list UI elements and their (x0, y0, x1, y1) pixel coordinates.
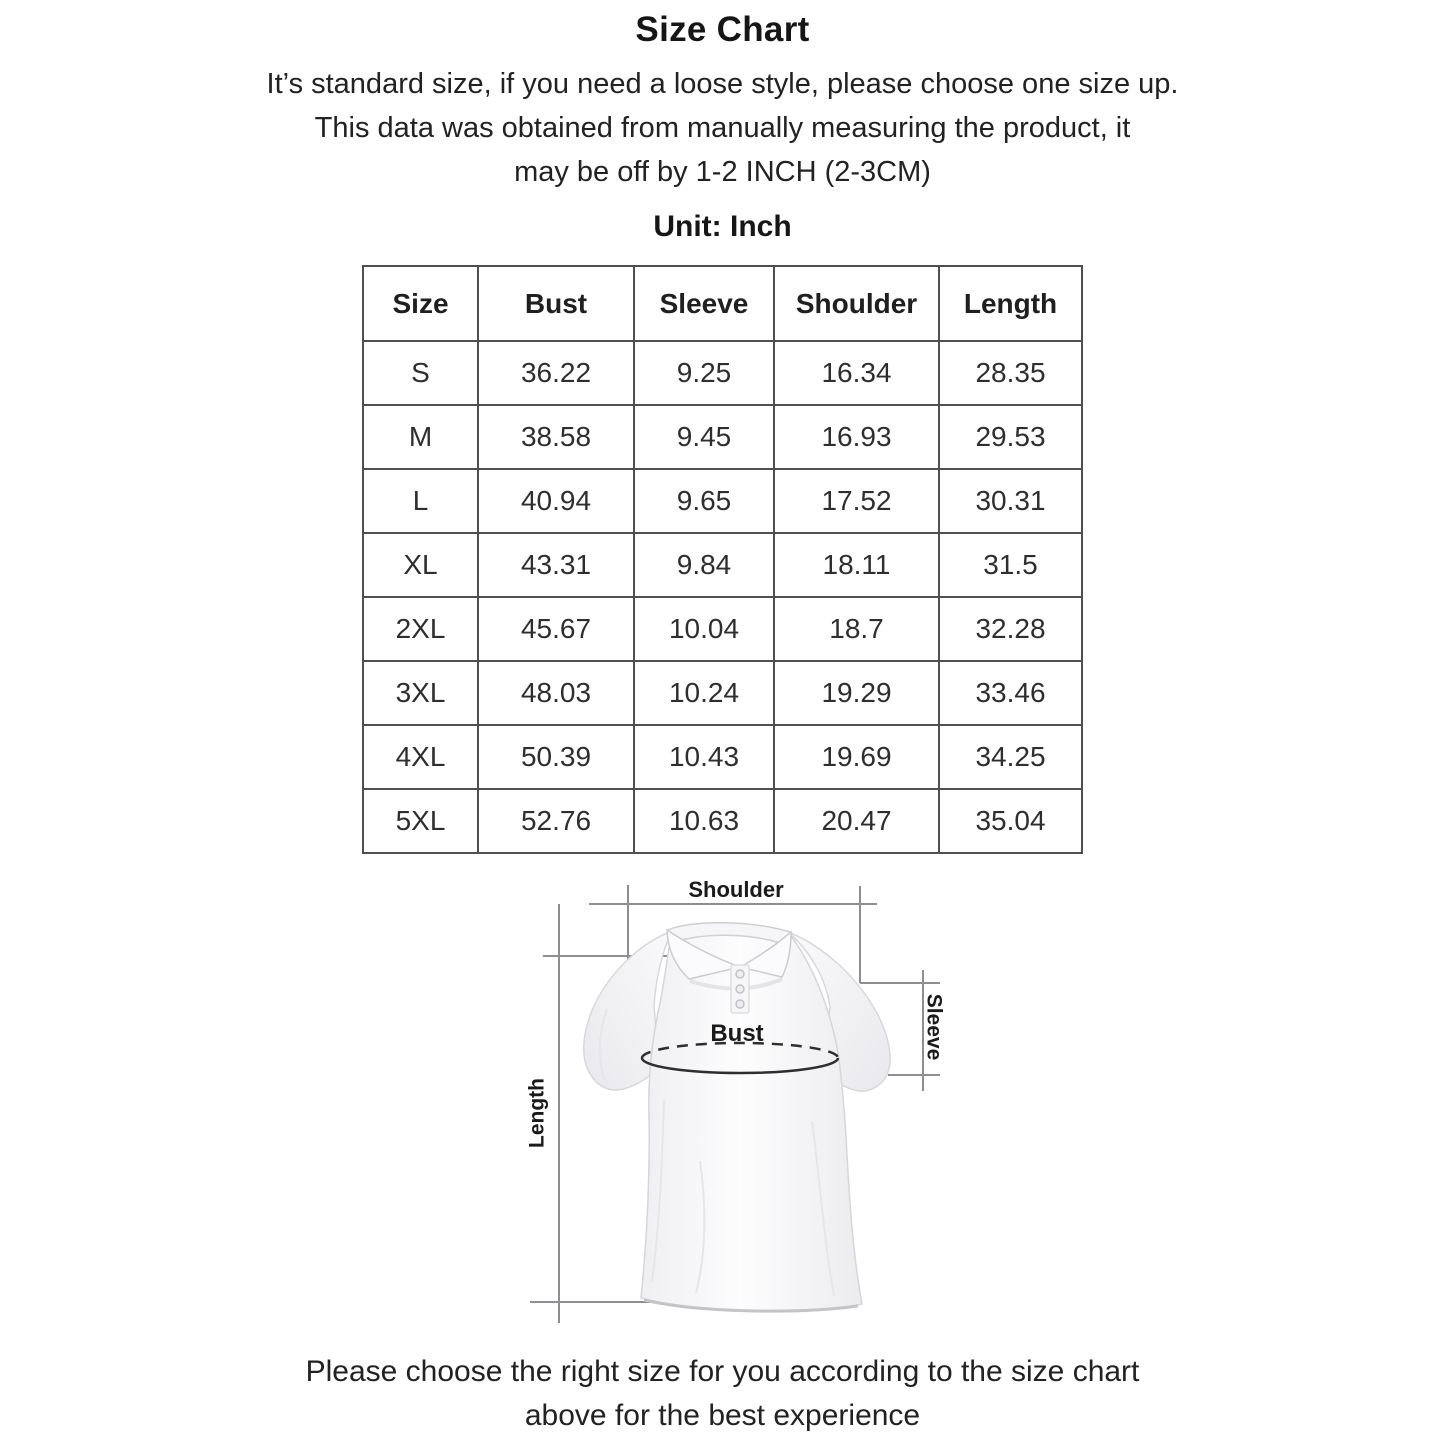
size-table-header-row (363, 266, 1082, 341)
table-row-xl (363, 533, 1082, 597)
table-cell: 50.39 (478, 725, 634, 789)
table-row-m (363, 405, 1082, 469)
table-cell: 10.24 (634, 661, 774, 725)
placket-buttons (736, 970, 744, 1008)
table-cell: 3XL (363, 661, 478, 725)
table-row-4xl (363, 725, 1082, 789)
table-cell: 17.52 (774, 469, 939, 533)
size-table (362, 265, 1083, 854)
table-cell: 36.22 (478, 341, 634, 405)
table-cell: 10.04 (634, 597, 774, 661)
unit-label: Unit: Inch (653, 210, 792, 243)
table-cell: 16.93 (774, 405, 939, 469)
table-cell: 28.35 (939, 341, 1082, 405)
page-title: Size Chart (635, 10, 810, 49)
table-cell: 33.46 (939, 661, 1082, 725)
footer-line-2: above for the best experience (524, 1399, 921, 1432)
table-cell: 9.65 (634, 469, 774, 533)
table-cell: 2XL (363, 597, 478, 661)
table-cell: M (363, 405, 478, 469)
bust-label: Bust (710, 1020, 764, 1047)
table-cell: 43.31 (478, 533, 634, 597)
table-cell: XL (363, 533, 478, 597)
table-row-3xl (363, 661, 1082, 725)
table-cell: 4XL (363, 725, 478, 789)
table-cell: 18.7 (774, 597, 939, 661)
footer-line-1: Please choose the right size for you according to the size chart (305, 1355, 1140, 1388)
table-cell: S (363, 341, 478, 405)
polo-shirt-illustration (584, 923, 890, 1312)
table-row-2xl (363, 597, 1082, 661)
shirt-diagram-svg (480, 854, 1000, 1336)
footer-note (0, 1350, 1445, 1438)
table-cell: 18.11 (774, 533, 939, 597)
table-cell: 9.45 (634, 405, 774, 469)
shirt-measurement-diagram (0, 854, 1445, 1336)
intro-line-3: may be off by 1-2 INCH (2-3CM) (514, 156, 931, 188)
intro-line-1: It’s standard size, if you need a loose style, please choose one size up. (266, 68, 1179, 100)
table-cell: 52.76 (478, 789, 634, 853)
shoulder-label: Shoulder (688, 877, 784, 902)
column-header-sleeve: Sleeve (634, 266, 774, 341)
column-header-shoulder: Shoulder (774, 266, 939, 341)
length-label: Length (525, 1078, 549, 1148)
table-cell: L (363, 469, 478, 533)
column-header-length: Length (939, 266, 1082, 341)
sleeve-label: Sleeve (922, 993, 946, 1061)
table-cell: 38.58 (478, 405, 634, 469)
table-row-s (363, 341, 1082, 405)
table-cell: 10.63 (634, 789, 774, 853)
table-cell: 32.28 (939, 597, 1082, 661)
table-cell: 48.03 (478, 661, 634, 725)
table-cell: 20.47 (774, 789, 939, 853)
table-row-l (363, 469, 1082, 533)
column-header-bust: Bust (478, 266, 634, 341)
table-cell: 19.29 (774, 661, 939, 725)
intro-line-2: This data was obtained from manually measuring the product, it (314, 112, 1131, 144)
table-cell: 40.94 (478, 469, 634, 533)
table-cell: 16.34 (774, 341, 939, 405)
column-header-size: Size (363, 266, 478, 341)
table-cell: 9.25 (634, 341, 774, 405)
table-cell: 35.04 (939, 789, 1082, 853)
table-cell: 31.5 (939, 533, 1082, 597)
table-cell: 19.69 (774, 725, 939, 789)
intro-text (0, 62, 1445, 194)
table-row-5xl (363, 789, 1082, 853)
table-cell: 9.84 (634, 533, 774, 597)
table-cell: 10.43 (634, 725, 774, 789)
table-cell: 5XL (363, 789, 478, 853)
table-cell: 29.53 (939, 405, 1082, 469)
table-cell: 45.67 (478, 597, 634, 661)
table-cell: 34.25 (939, 725, 1082, 789)
table-cell: 30.31 (939, 469, 1082, 533)
